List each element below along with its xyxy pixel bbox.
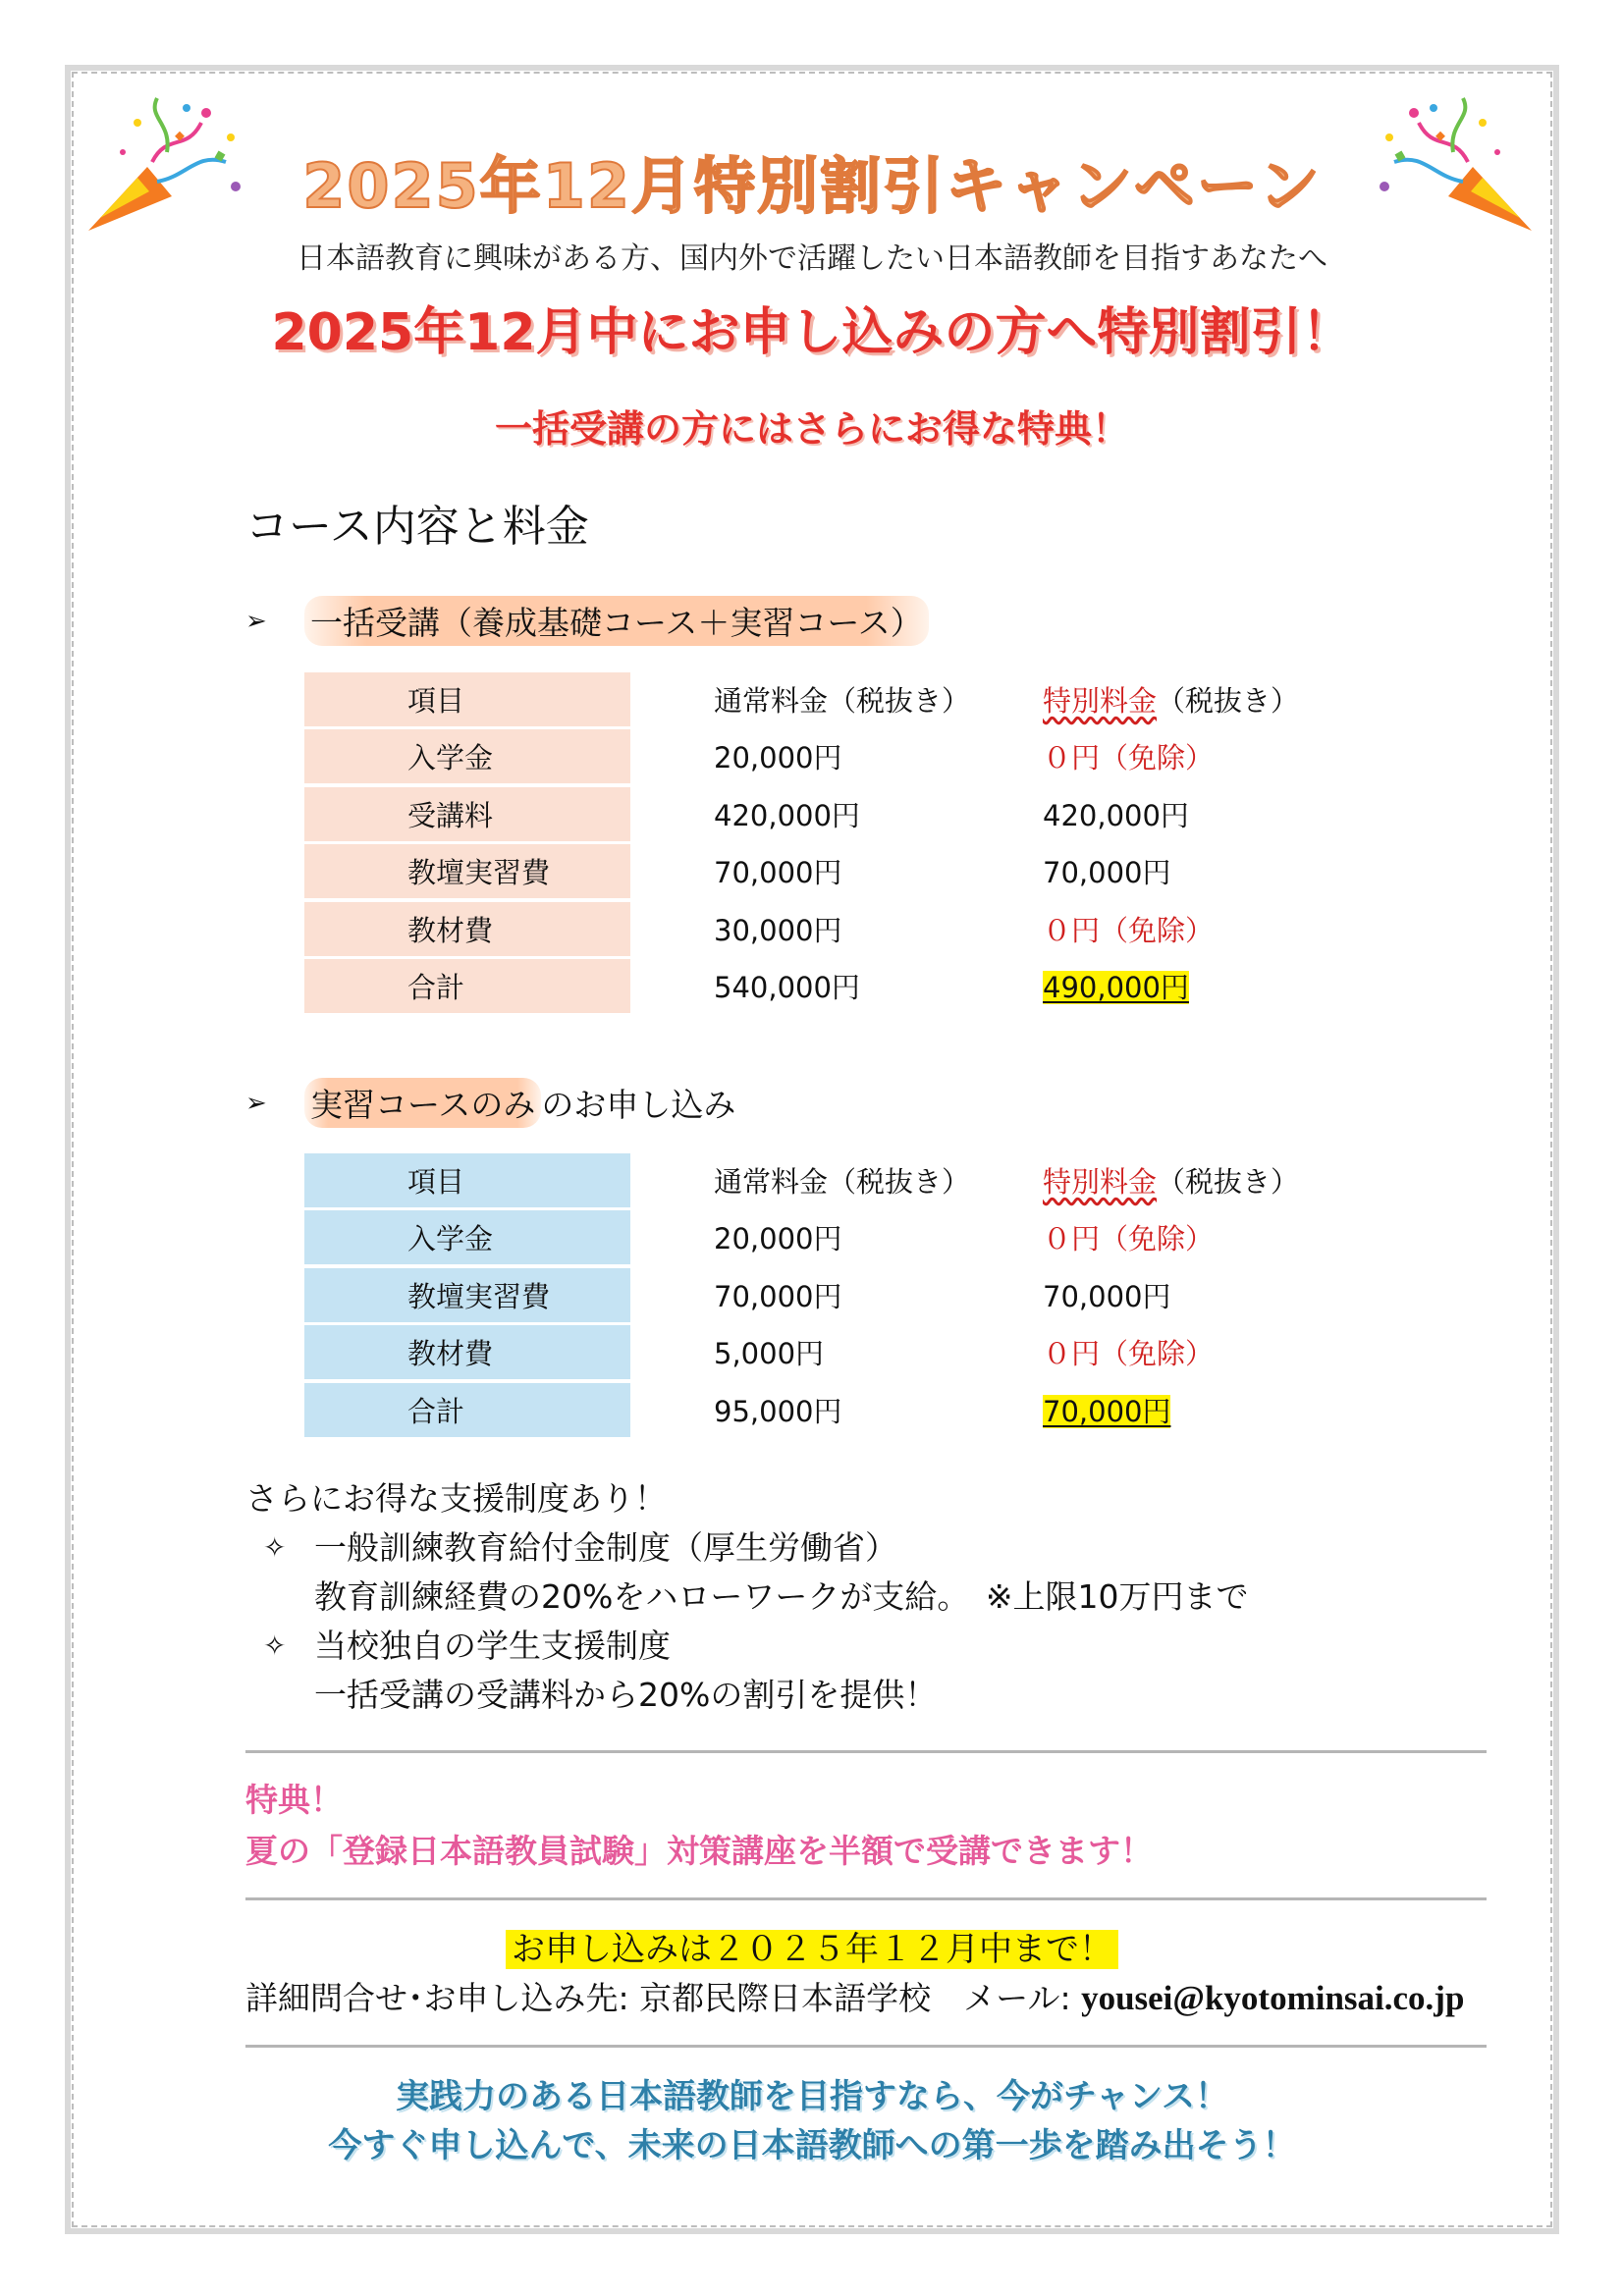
- total-label: 合計: [304, 1383, 630, 1437]
- row-item: 教壇実習費: [304, 1268, 630, 1322]
- bundle-subheadline: 一括受講の方にはさらにお得な特典！: [494, 407, 1129, 451]
- arrow-bullet-icon: ➢: [245, 1088, 267, 1118]
- support-section: [245, 1474, 1249, 1720]
- contact-info: [245, 1973, 1464, 2019]
- row-regular-price: 30,000円: [714, 913, 842, 947]
- campaign-subtitle: 日本語教育に興味がある方、国内外で活躍したい日本語教師を目指すあなたへ: [297, 241, 1327, 276]
- row-item: 教材費: [304, 902, 630, 956]
- arrow-bullet-icon: ➢: [245, 606, 267, 636]
- column-header-special: [1043, 679, 1414, 720]
- column-header-item: 項目: [304, 1153, 630, 1207]
- deadline-notice: [0, 1922, 1624, 1970]
- row-item: 教材費: [304, 1325, 630, 1379]
- diamond-bullet-icon: ✧: [263, 1531, 287, 1564]
- course2-heading: [245, 1078, 735, 1128]
- course2-price-table: [304, 1151, 1414, 1439]
- table-row: [304, 900, 1414, 958]
- special-price-suffix: （税抜き）: [1157, 1164, 1300, 1199]
- total-regular-price: 95,000円: [714, 1394, 842, 1428]
- campaign-title: 2025年12月特別割引キャンペーン: [302, 150, 1322, 222]
- support-item-detail: 教育訓練経費の20%をハローワークが支給。 ※上限10万円まで: [314, 1577, 1249, 1616]
- table-row: [304, 785, 1414, 843]
- row-regular-price: 70,000円: [714, 856, 842, 890]
- table-header-row: [304, 1151, 1414, 1209]
- table-total-row: [304, 958, 1414, 1016]
- column-header-regular: 通常料金（税抜き）: [714, 1164, 971, 1199]
- course2-heading-rest: のお申し込み: [541, 1086, 736, 1124]
- column-header-item: 項目: [304, 672, 630, 726]
- support-item: [245, 1622, 1249, 1671]
- row-special-price: 70,000円: [1043, 856, 1171, 890]
- table-row: [304, 843, 1414, 901]
- row-special-price: ０円（免除）: [1043, 741, 1215, 775]
- column-header-regular: 通常料金（税抜き）: [714, 683, 971, 718]
- row-special-price: ０円（免除）: [1043, 1337, 1215, 1371]
- benefit-section: [245, 1775, 1153, 1877]
- course1-heading: [245, 596, 929, 646]
- divider: [245, 2045, 1487, 2048]
- row-item: 入学金: [304, 1210, 630, 1264]
- contact-label: 詳細問合せ･お申し込み先: 京都民際日本語学校 メール:: [245, 1979, 1082, 2017]
- total-regular-price: 540,000円: [714, 971, 860, 1005]
- row-regular-price: 5,000円: [714, 1337, 825, 1371]
- page-border: [65, 65, 1559, 2234]
- table-row: [304, 728, 1414, 786]
- course1-price-table: [304, 670, 1414, 1015]
- course1-heading-text: 一括受講（養成基礎コース＋実習コース）: [304, 596, 929, 646]
- row-regular-price: 20,000円: [714, 741, 842, 775]
- total-label: 合計: [304, 959, 630, 1013]
- support-item-detail: 一括受講の受講料から20%の割引を提供！: [314, 1676, 938, 1714]
- benefit-text: 夏の「登録日本語教員試験」対策講座を半額で受講できます！: [245, 1832, 1153, 1870]
- row-special-price: ０円（免除）: [1043, 913, 1215, 947]
- special-price-suffix: （税抜き）: [1157, 683, 1300, 718]
- row-regular-price: 70,000円: [714, 1279, 842, 1313]
- benefit-label: 特典！: [245, 1781, 343, 1819]
- row-item: 教壇実習費: [304, 844, 630, 898]
- row-regular-price: 420,000円: [714, 798, 860, 832]
- row-item: 受講料: [304, 787, 630, 841]
- diamond-bullet-icon: ✧: [263, 1629, 287, 1662]
- table-row: [304, 1324, 1414, 1382]
- row-special-price: 420,000円: [1043, 798, 1189, 832]
- table-total-row: [304, 1381, 1414, 1439]
- total-special-price: 70,000円: [1043, 1394, 1171, 1428]
- support-item-title: 当校独自の学生支援制度: [314, 1627, 671, 1665]
- discount-headline: 2025年12月中にお申し込みの方へ特別割引！: [271, 303, 1353, 362]
- deadline-text: お申し込みは２０２５年１２月中まで！: [506, 1930, 1118, 1969]
- column-header-special: [1043, 1160, 1414, 1201]
- divider: [245, 1897, 1487, 1900]
- closing-line-2: 今すぐ申し込んで、未来の日本語教師への第一歩を踏み出そう！: [328, 2126, 1296, 2165]
- table-header-row: [304, 670, 1414, 728]
- closing-line-1: 実践力のある日本語教師を目指すなら、今がチャンス！: [396, 2077, 1228, 2116]
- row-regular-price: 20,000円: [714, 1222, 842, 1256]
- section-title: コース内容と料金: [245, 502, 589, 552]
- row-special-price: ０円（免除）: [1043, 1222, 1215, 1256]
- table-row: [304, 1266, 1414, 1324]
- support-heading: さらにお得な支援制度あり！: [245, 1479, 667, 1518]
- row-special-price: 70,000円: [1043, 1279, 1171, 1313]
- support-item: [245, 1523, 1249, 1573]
- special-price-label: 特別料金: [1043, 683, 1158, 718]
- divider: [245, 1750, 1487, 1753]
- table-row: [304, 1209, 1414, 1267]
- contact-email[interactable]: yousei@kyotominsai.co.jp: [1081, 1979, 1465, 2017]
- course2-heading-highlight: 実習コースのみ: [304, 1078, 541, 1128]
- special-price-label: 特別料金: [1043, 1164, 1158, 1199]
- total-special-price: 490,000円: [1043, 971, 1189, 1005]
- support-item-title: 一般訓練教育給付金制度（厚生労働省）: [314, 1528, 897, 1567]
- row-item: 入学金: [304, 729, 630, 783]
